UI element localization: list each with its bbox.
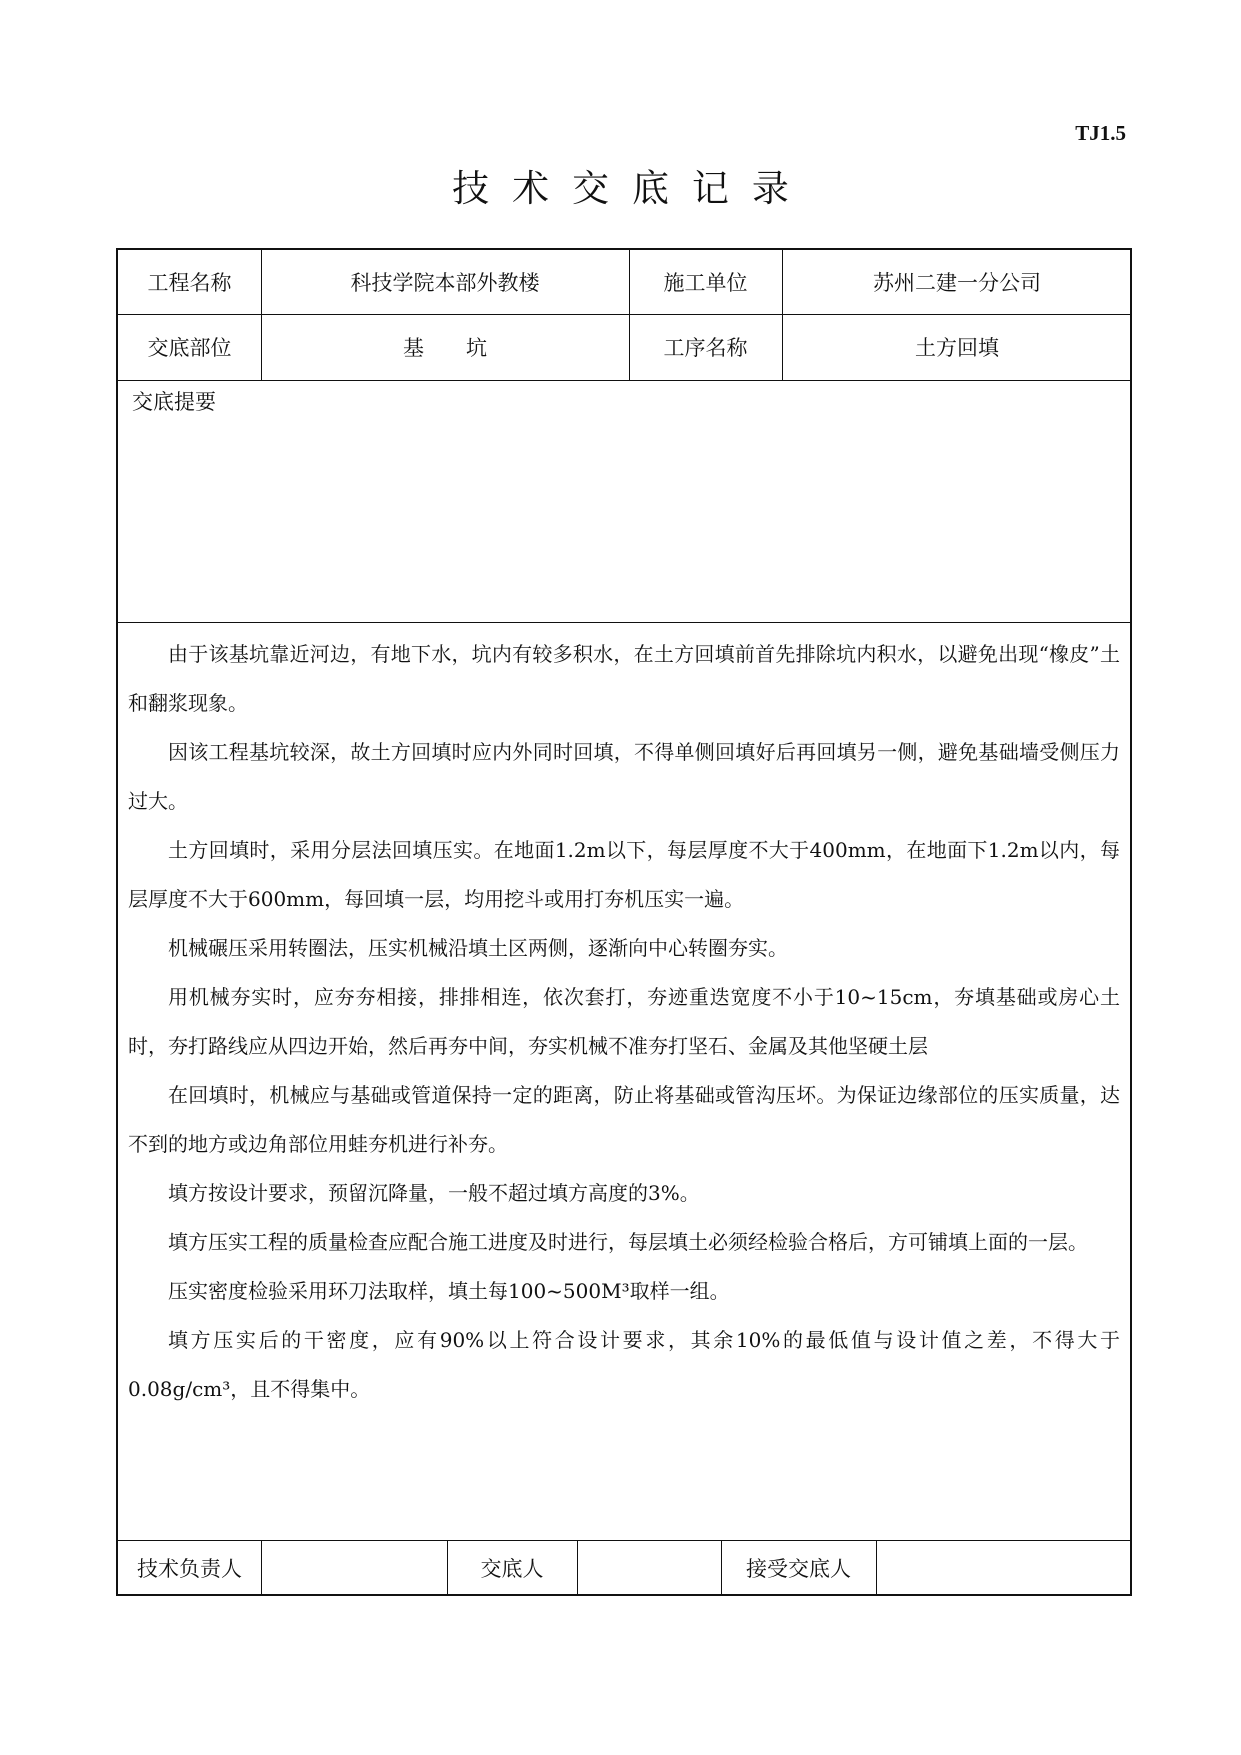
paragraph: 在回填时，机械应与基础或管道保持一定的距离，防止将基础或管沟压坏。为保证边缘部位的压实质量，达不到的地方或边角部位用蛙夯机进行补夯。 (128, 1083, 1120, 1156)
receiver-label: 接受交底人 (746, 1557, 851, 1581)
contractor-value: 苏州二建一分公司 (873, 271, 1041, 295)
paragraph: 填方压实工程的质量检查应配合施工进度及时进行，每层填土必须经检验合格后，方可铺填上面的一层。 (168, 1230, 1088, 1254)
paragraph: 机械碾压采用转圈法，压实机械沿填土区两侧，逐渐向中心转圈夯实。 (168, 936, 788, 960)
presenter-label: 交底人 (480, 1557, 544, 1581)
tech-lead-label: 技术负责人 (137, 1557, 242, 1581)
tech-lead-signature-field[interactable] (261, 1540, 447, 1596)
paragraph: 土方回填时，采用分层法回填压实。在地面1.2m以下，每层厚度不大于400mm，在地面下1.2m以内，每层厚度不大于600mm，每回填一层，均用挖斗或用打夯机压实一遍。 (128, 838, 1120, 911)
paragraph: 由于该基坑靠近河边，有地下水，坑内有较多积水，在土方回填前首先排除坑内积水，以避免出现“橡皮”土和翻浆现象。 (128, 642, 1120, 715)
presenter-signature-field[interactable] (577, 1540, 721, 1596)
paragraph: 填方按设计要求，预留沉降量，一般不超过填方高度的3%。 (168, 1181, 700, 1205)
paragraph: 压实密度检验采用环刀法取样，填土每100~500M³取样一组。 (168, 1279, 730, 1303)
paragraph: 用机械夯实时，应夯夯相接，排排相连，依次套打，夯迹重迭宽度不小于10~15cm，夯填基础或房心土时，夯打路线应从四边开始，然后再夯中间，夯实机械不准夯打坚石、金属及其他坚硬土层 (128, 985, 1120, 1058)
contractor-label: 施工单位 (663, 271, 748, 295)
paragraph: 填方压实后的干密度，应有90%以上符合设计要求，其余10%的最低值与设计值之差，不得大于0.08g/cm³，且不得集中。 (128, 1328, 1120, 1401)
receiver-signature-field[interactable] (876, 1540, 1132, 1596)
location-value: 基 坑 (403, 336, 487, 360)
process-value: 土方回填 (915, 336, 999, 360)
project-name-label: 工程名称 (147, 271, 232, 295)
document-title: 技术交底记录 (452, 167, 812, 210)
location-label: 交底部位 (147, 336, 232, 360)
briefing-form (116, 248, 1132, 1596)
process-label: 工序名称 (663, 336, 748, 360)
briefing-content (128, 630, 1120, 1414)
paragraph: 因该工程基坑较深，故土方回填时应内外同时回填，不得单侧回填好后再回填另一侧，避免基础墙受侧压力过大。 (128, 740, 1120, 813)
summary-label: 交底提要 (132, 390, 216, 414)
project-name-value: 科技学院本部外教楼 (350, 271, 540, 295)
document-code: TJ1.5 (1075, 121, 1126, 145)
